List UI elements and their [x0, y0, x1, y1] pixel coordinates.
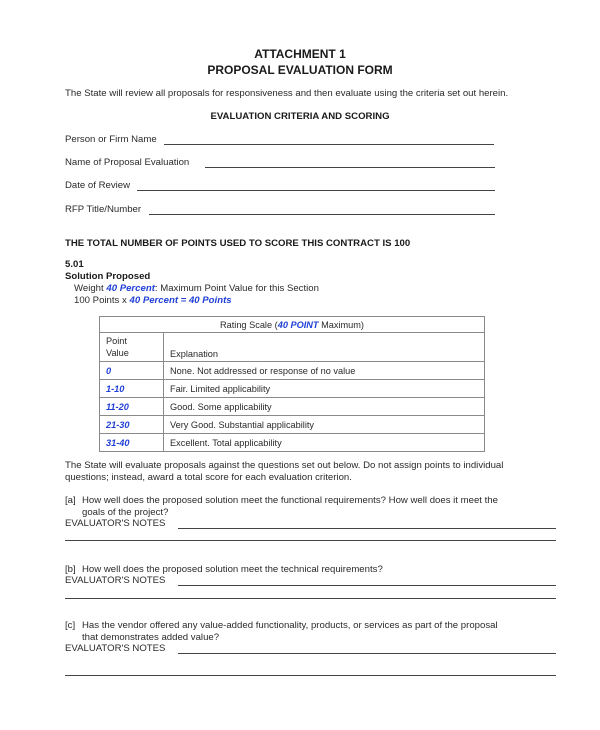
notes-line-extra[interactable] [65, 675, 556, 676]
field-person-or-firm[interactable] [65, 134, 157, 145]
question-text: Has the vendor offered any value-added functionality, products, or services as part of the proposal [82, 620, 498, 631]
explanation-cell: Fair. Limited applicability [164, 380, 485, 398]
rating-caption [100, 317, 485, 333]
column-header-point-value: Point Value [100, 333, 164, 362]
question-a [65, 495, 498, 506]
field-line[interactable] [164, 135, 494, 145]
calc-value: 40 Percent = 40 Points [129, 295, 232, 306]
table-row [100, 362, 485, 380]
point-value: 31-40 [106, 437, 130, 448]
explanation-cell: Excellent. Total applicability [164, 434, 485, 452]
explanation-cell: None. Not addressed or response of no value [164, 362, 485, 380]
evaluator-notes-c[interactable] [65, 643, 165, 654]
calc-prefix: 100 Points x [74, 295, 127, 306]
field-rfp-title[interactable] [65, 204, 141, 215]
notes-label: EVALUATOR'S NOTES [65, 518, 166, 529]
point-value: 11-20 [106, 401, 129, 412]
column-header-explanation: Explanation [164, 333, 485, 362]
field-line[interactable] [205, 158, 495, 168]
instructions-line-1: The State will evaluate proposals against the questions set out below. Do not assign points to individual [65, 460, 504, 471]
notes-label: EVALUATOR'S NOTES [65, 643, 166, 654]
notes-line[interactable] [178, 576, 556, 586]
point-value-cell [100, 398, 164, 416]
evaluator-notes-b[interactable] [65, 575, 165, 586]
question-c-line-2: that demonstrates added value? [82, 632, 220, 643]
field-label: RFP Title/Number [65, 204, 142, 215]
attachment-heading: ATTACHMENT 1 [254, 47, 346, 61]
notes-line-extra[interactable] [65, 598, 556, 599]
instructions-line-2: questions; instead, award a total score for each evaluation criterion. [65, 472, 352, 483]
notes-line[interactable] [178, 644, 556, 654]
point-value-cell [100, 416, 164, 434]
question-letter: [c] [65, 620, 76, 631]
notes-line-extra[interactable] [65, 540, 556, 541]
section-title: Solution Proposed [65, 271, 151, 282]
section-number: 5.01 [65, 259, 84, 270]
rating-scale-table [99, 316, 485, 452]
total-points-heading: THE TOTAL NUMBER OF POINTS USED TO SCORE THIS CONTRACT IS 100 [65, 238, 411, 249]
explanation-cell: Very Good. Substantial applicability [164, 416, 485, 434]
table-row [100, 416, 485, 434]
point-value: 1-10 [106, 383, 125, 394]
evaluator-notes-a[interactable] [65, 518, 165, 529]
notes-label: EVALUATOR'S NOTES [65, 575, 166, 586]
field-line[interactable] [137, 181, 495, 191]
section-calculation [74, 295, 232, 306]
weight-value: 40 Percent [106, 283, 155, 294]
notes-line[interactable] [178, 519, 556, 529]
field-line[interactable] [149, 205, 495, 215]
question-letter: [a] [65, 495, 76, 506]
intro-text: The State will review all proposals for responsiveness and then evaluate using the criteria set out herein. [65, 88, 509, 99]
point-value-cell [100, 380, 164, 398]
point-value-cell [100, 434, 164, 452]
field-label: Date of Review [65, 180, 131, 191]
question-letter: [b] [65, 564, 76, 575]
explanation-cell: Good. Some applicability [164, 398, 485, 416]
caption-suffix: Maximum) [318, 319, 364, 330]
question-text: How well does the proposed solution meet the functional requirements? How well does it meet the [82, 495, 498, 506]
question-c [65, 620, 498, 631]
criteria-heading: EVALUATION CRITERIA AND SCORING [210, 111, 390, 122]
caption-value: 40 POINT [277, 319, 319, 330]
caption-prefix: Rating Scale ( [219, 319, 278, 330]
question-a-line-2: goals of the project? [82, 507, 169, 518]
question-b [65, 564, 383, 575]
field-date-of-review[interactable] [65, 180, 130, 191]
point-value-cell [100, 362, 164, 380]
table-row [100, 398, 485, 416]
weight-prefix: Weight [74, 283, 104, 294]
point-value: 0 [106, 365, 112, 376]
section-weight [74, 283, 319, 294]
field-label: Name of Proposal Evaluation [65, 157, 190, 168]
field-proposal-evaluation[interactable] [65, 157, 189, 168]
field-label: Person or Firm Name [65, 134, 157, 145]
form-title: PROPOSAL EVALUATION FORM [207, 63, 393, 77]
question-text: How well does the proposed solution meet the technical requirements? [82, 564, 383, 575]
weight-suffix: : Maximum Point Value for this Section [154, 283, 319, 294]
table-row [100, 380, 485, 398]
point-value: 21-30 [106, 419, 130, 430]
table-row [100, 434, 485, 452]
